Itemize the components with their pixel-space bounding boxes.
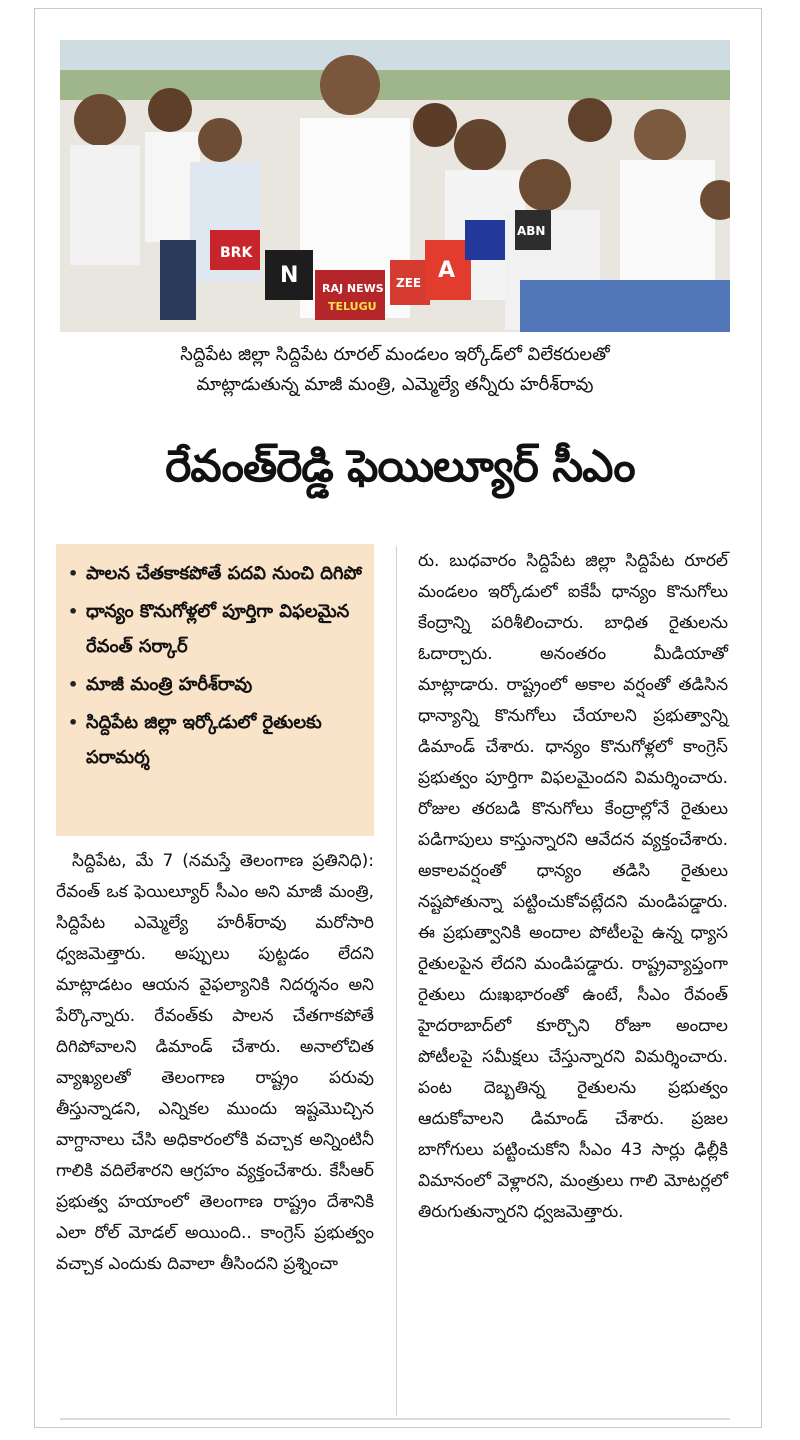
highlight-item: • సిద్దిపేట జిల్లా ఇర్కోడులో రైతులకు పరామర్శ (68, 705, 366, 775)
highlights-box (56, 544, 374, 836)
press-photo (60, 40, 730, 332)
mic-label-telugu: TELUGU (328, 300, 377, 313)
bullet-icon: • (68, 564, 79, 583)
bottom-rule (60, 1418, 730, 1420)
caption-line-1: సిద్దిపేట జిల్లా సిద్దిపేట రూరల్ మండలం ఇర్కోడ్‌లో విలేకరులతో (180, 344, 610, 365)
highlight-item: • పాలన చేతకాకపోతే పదవి నుంచి దిగిపో (68, 556, 366, 591)
column-divider (396, 546, 397, 1416)
bullet-icon: • (68, 713, 79, 732)
mic-label-n: N (280, 263, 299, 288)
headline: రేవంత్‌రెడ్డి ఫెయిల్యూర్ సీఎం (165, 441, 635, 492)
mic-label-a: A (438, 258, 456, 283)
caption-line-2: మాట్లాడుతున్న మాజీ మంత్రి, ఎమ్మెల్యే తన్నీరు హరీశ్‌రావు (196, 374, 594, 395)
highlight-item: • మాజీ మంత్రి హరీశ్‌రావు (68, 667, 366, 702)
photo-caption (60, 340, 730, 400)
mic-label-brk: BRK (220, 245, 253, 261)
highlight-item: • ధాన్యం కొనుగోళ్లలో పూర్తిగా విఫలమైన రేవంత్ సర్కార్ (68, 594, 366, 664)
press-photo-icon (60, 40, 730, 332)
bullet-icon: • (68, 675, 79, 694)
article-column-left: సిద్దిపేట, మే 7 (నమస్తే తెలంగాణ ప్రతినిధి): రేవంత్ ఒక ఫెయిల్యూర్ సీఎం అని మాజీ మంత్రి, సిద్దిపేట ఎమ్మెల్యే హరీశ్‌రావు మరోసారి ధ్వజమెత్తారు. అప్పులు పుట్టడం లేదని మాట్లాడటం ఆయన వైఫల్యానికి నిదర్శనం అని పేర్కొన్నారు. రేవంత్‌కు పాలన చేతగాకపోతే దిగిపోవాలని డిమాండ్ చేశారు. అనాలోచిత వ్యాఖ్యలతో తెలంగాణ రాష్ట్రం పరువు తీస్తున్నాడని, ఎన్నికల ముందు ఇష్టమొచ్చిన వాగ్దానాలు చేసి అధికారంలోకి వచ్చాక అన్నింటినీ గాలికి వదిలేశారని ఆగ్రహం వ్యక్తంచేశారు. కేసీఆర్ ప్రభుత్వ హయాంలో తెలంగాణ రాష్ట్రం దేశానికి ఎలా రోల్ మోడల్ అయింది.. కాంగ్రెస్ ప్రభుత్వం వచ్చాక ఎందుకు దివాలా తీసిందని ప్రశ్నించా (56, 851, 374, 1274)
mic-label-abn: ABN (517, 224, 546, 238)
article-column-right: రు. బుధవారం సిద్దిపేట జిల్లా సిద్దిపేట రూరల్ మండలం ఇర్కోడులో ఐకేపీ ధాన్యం కొనుగోలు కేంద్రాన్ని పరిశీలించారు. బాధిత రైతులను ఓదార్చారు. అనంతరం మీడియాతో మాట్లాడారు. రాష్ట్రంలో అకాల వర్షంతో తడిసిన ధాన్యాన్ని కొనుగోలు చేయాలని ప్రభుత్వాన్ని డిమాండ్ చేశారు. ధాన్యం కొనుగోళ్లలో కాంగ్రెస్ ప్రభుత్వం పూర్తిగా విఫలమైందని విమర్శించారు. రోజుల తరబడి కొనుగోలు కేంద్రాల్లోనే రైతులు పడిగాపులు కాస్తున్నారని ఆవేదన వ్యక్తంచేశారు. అకాలవర్షంతో ధాన్యం తడిసి రైతులు నష్టపోతున్నా పట్టించుకోవట్లేదని మండిపడ్డారు. ఈ ప్రభుత్వానికి అందాల పోటీలపై ఉన్న ధ్యాస రైతులపైన లేదని మండిపడ్డారు. రాష్ట్రవ్యాప్తంగా రైతులు దుఃఖభారంతో ఉంటే, సీఎం రేవంత్ హైదరాబాద్‌లో కూర్చొని రోజూ అందాల పోటీలపై సమీక్షలు చేస్తున్నారని విమర్శించారు. పంట దెబ్బతిన్న రైతులను ప్రభుత్వం ఆదుకోవాలని డిమాండ్ చేశారు. ప్రజల బాగోగులు పట్టించుకోని సీఎం 43 సార్లు ఢిల్లీకి విమానంలో వెళ్లారని, మంత్రులు గాలి మోటర్లలో తిరుగుతున్నారని ధ్వజమెత్తారు. (418, 551, 728, 1222)
bullet-icon: • (68, 602, 79, 621)
mic-label-raj: RAJ NEWS (322, 282, 384, 295)
mic-label-zee: ZEE (396, 276, 422, 290)
